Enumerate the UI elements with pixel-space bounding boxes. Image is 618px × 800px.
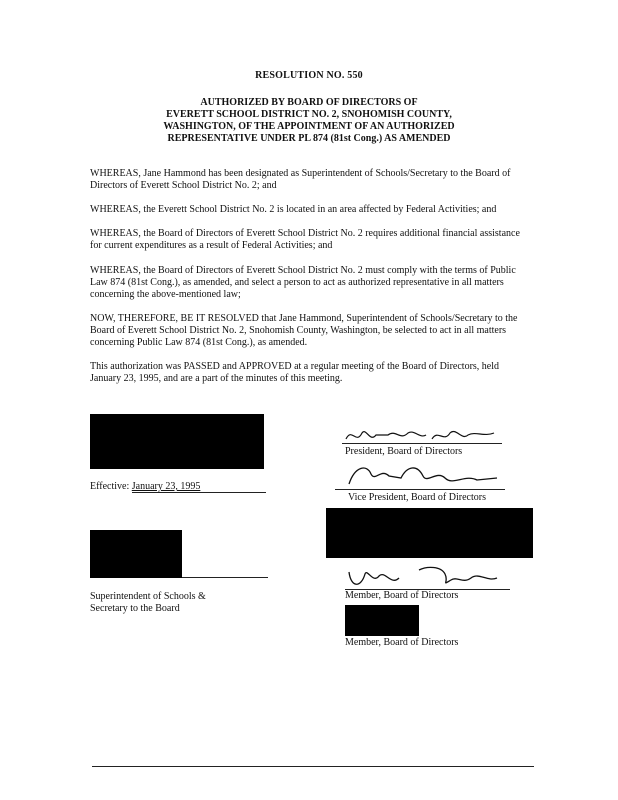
subtitle-line-2: EVERETT SCHOOL DISTRICT NO. 2, SNOHOMISH COUNTY,	[166, 109, 452, 120]
superintendent-caption-line-1: Superintendent of Schools &	[90, 591, 206, 602]
resolved-paragraph: NOW, THEREFORE, BE IT RESOLVED that Jane Hammond, Superintendent of Schools/Secretary to the Board of Everett School District No. 2, Snohomish County, Washington, be selected to act in all matters concerning Public Law 874 (81st Cong.), as amended.	[90, 313, 518, 348]
redacted-block-left-top	[90, 414, 264, 469]
subtitle-line-4: REPRESENTATIVE UNDER PL 874 (81st Cong.) AS AMENDED	[167, 133, 451, 144]
resolution-number: RESOLUTION NO. 550	[255, 70, 363, 81]
whereas-paragraph-1: WHEREAS, Jane Hammond has been designated as Superintendent of Schools/Secretary to the Board of Directors of Everett School District No. 2; and	[90, 168, 511, 191]
resolution-subtitle	[120, 97, 498, 145]
subtitle-line-3: WASHINGTON, OF THE APPOINTMENT OF AN AUTHORIZED	[163, 121, 455, 132]
member-1-signature-scribble	[345, 562, 505, 592]
redacted-block-right	[326, 508, 533, 558]
effective-date-row	[90, 481, 200, 492]
superintendent-caption-line-2: Secretary to the Board	[90, 603, 180, 614]
president-caption: President, Board of Directors	[345, 446, 463, 457]
effective-date-line	[132, 492, 266, 493]
effective-date: January 23, 1995	[131, 481, 201, 492]
subtitle-line-1: AUTHORIZED BY BOARD OF DIRECTORS OF	[200, 97, 418, 108]
footer-rule	[92, 766, 534, 767]
whereas-paragraph-3: WHEREAS, the Board of Directors of Everett School District No. 2 requires additional financial assistance for current expenditures as a result of Federal Activities; and	[90, 228, 520, 251]
redacted-block-left-bottom	[90, 530, 182, 578]
vice-president-caption: Vice President, Board of Directors	[348, 492, 486, 503]
whereas-paragraph-2: WHEREAS, the Everett School District No. 2 is located in an area affected by Federal Activities; and	[90, 204, 497, 215]
effective-label: Effective:	[90, 481, 130, 492]
vice-president-signature-line	[335, 489, 505, 490]
superintendent-caption	[90, 591, 206, 615]
member-1-caption: Member, Board of Directors	[345, 590, 459, 601]
member-2-caption: Member, Board of Directors	[345, 637, 459, 648]
authorization-paragraph: This authorization was PASSED and APPROVED at a regular meeting of the Board of Directors, held January 23, 1995, and are a part of the minutes of this meeting.	[90, 361, 500, 384]
redacted-block-member-2	[345, 605, 419, 636]
whereas-paragraph-4: WHEREAS, the Board of Directors of Everett School District No. 2 must comply with the terms of Public Law 874 (81st Cong.), as amended, and select a person to act as authorized representative in all matters concerning the above-mentioned law;	[90, 265, 516, 300]
vice-president-signature-scribble	[345, 460, 505, 492]
president-signature-line	[342, 443, 502, 444]
superintendent-signature-line	[182, 577, 268, 578]
